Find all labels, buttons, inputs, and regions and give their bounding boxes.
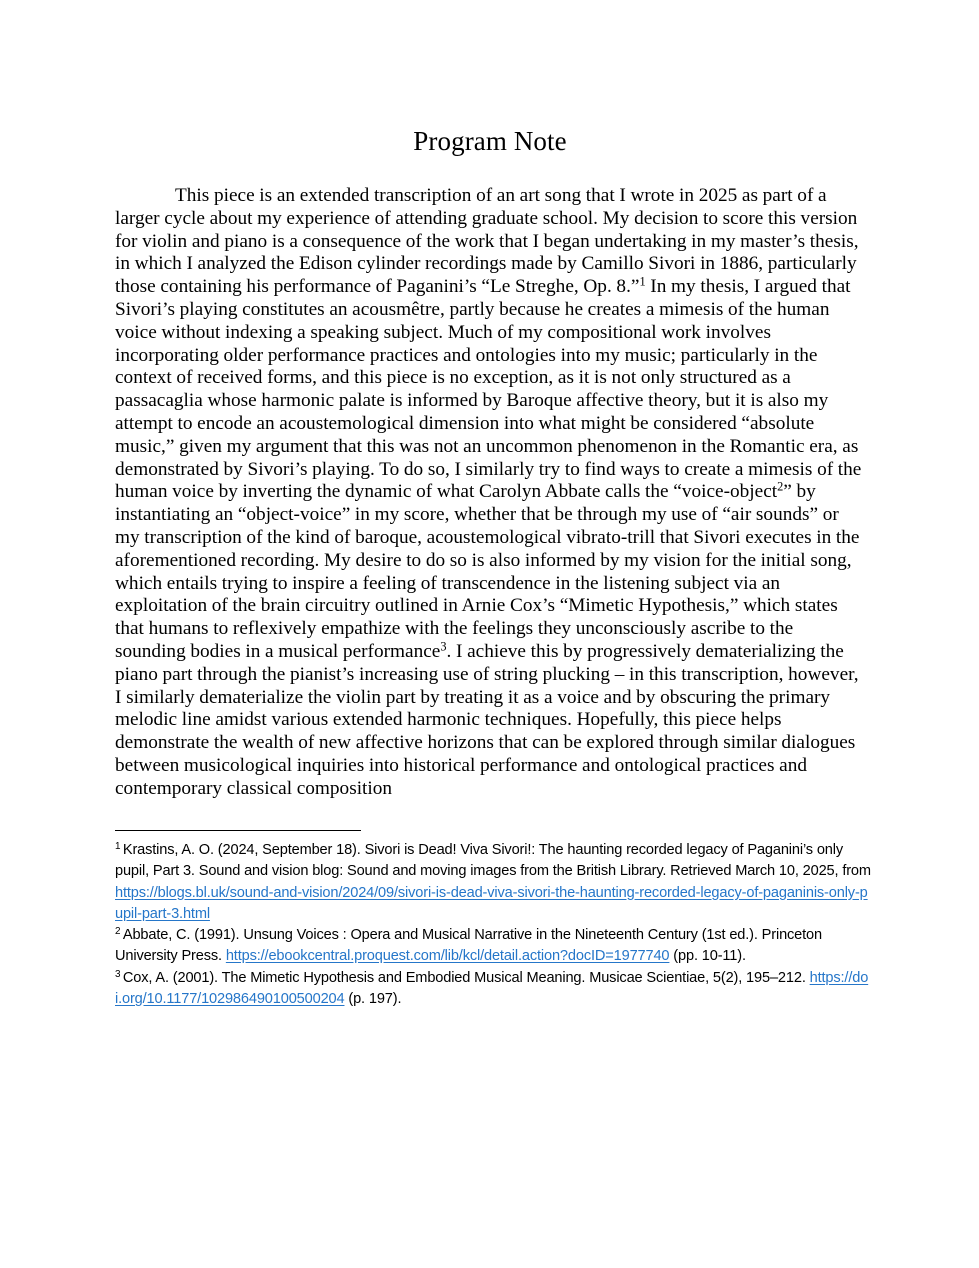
footnote-3-link[interactable]: https://doi.org/10.1177/102986490100500204 xyxy=(115,969,869,1008)
footnote-2-link[interactable]: https://ebookcentral.proquest.com/lib/kcl/detail.action?docID=1977740 xyxy=(225,948,670,965)
footnote-marker: 3 xyxy=(115,968,121,980)
footnote-marker: 2 xyxy=(115,926,121,938)
footnote-marker: 1 xyxy=(115,840,121,852)
footnote-1-link[interactable]: https://blogs.bl.uk/sound-and-vision/2024/09/sivori-is-dead-viva-sivori-the-haunting-recorded-legacy-of-paganinis-only-pupil-part-3.html xyxy=(115,884,868,922)
body-text-region xyxy=(115,185,867,801)
footnote-reference-2[interactable]: 2 xyxy=(777,479,784,494)
footnote-item: $^1$ Krastins, A. O. (2024, September 18). Sivori is Dead! Viva Sivori!: The haunting recorded legacy of Paganini’s only pupil, Part 3. Sound and vision blog: Sound and moving images from the British Library. Retrieved March 10, 2025, from https://blogs.bl.uk/sound-and-vision/2024/09/sivori-is-dead-viva-sivori-the-haunting-recorded-legacy-of-paganinis-only-pupil-part-3.html xyxy=(115,840,871,922)
footnote-reference-1[interactable]: 1 xyxy=(639,274,646,289)
footnote-reference-3[interactable]: 3 xyxy=(440,639,447,654)
program-note-paragraph: This piece is an extended transcription of an art song that I wrote in 2025 as part of a larger cycle about my experience of attending graduate school. My decision to score this version for violin and piano is a consequence of the work that I began undertaking in my master’s thesis, in which I analyzed the Edison cylinder recordings made by Camillo Sivori in 1886, particularly those containing his performance of Paganini’s “Le Streghe, Op. 8.”$^1$ In my thesis, I argued that Sivori’s playing constitutes an acousmêtre, partly because he creates a mimesis of the human voice without indexing a speaking subject. Much of my compositional work involves incorporating older performance practices and ontologies into my music; particularly in the context of received forms, and this piece is no exception, as it is not only structured as a passacaglia whose harmonic palate is informed by Baroque affective theory, but it is also my attempt to encode an acoustemological dimension into what might be considered “absolute music,” given my argument that this was not an uncommon phenomenon in the Romantic era, as demonstrated by Sivori’s playing. To do so, I similarly try to find ways to create a mimesis of the human voice by inverting the dynamic of what Carolyn Abbate calls the “voice-object$^2$” by instantiating an “object-voice” in my score, whether that be through my use of “air sounds” or my transcription of the kind of baroque, acoustemological vibrato-trill that Sivori executes in the aforementioned recording. My desire to do so is also informed by my vision for the initial song, which entails trying to inspire a feeling of transcendence in the listening subject via an exploitation of the brain circuitry outlined in Arnie Cox’s “Mimetic Hypothesis,” which states that humans to reflexively empathize with the feelings they unconsciously ascribe to the sounding bodies in a musical performance$^3$. I achieve this by progressively dematerializing the piano part through the pianist’s increasing use of string plucking – in this transcription, however, I similarly dematerialize the violin part by treating it as a voice and by obscuring the primary melodic line amidst various extended harmonic techniques. Hopefully, this piece helps demonstrate the wealth of new affective horizons that can be explored through similar dialogues between musicological inquiries into historical performance and ontological practices and contemporary classical composition xyxy=(115,185,862,799)
footnotes-region xyxy=(115,840,875,1010)
footnote-separator-rule xyxy=(115,830,361,831)
footnote-item: $^3$ Cox, A. (2001). The Mimetic Hypothesis and Embodied Musical Meaning. Musicae Scientiae, 5(2), 195–212. https://doi.org/10.1177/102986490100500204 (p. 197). xyxy=(115,968,869,1008)
page-title: Program Note xyxy=(413,126,567,157)
footnote-item: $^2$ Abbate, C. (1991). Unsung Voices : Opera and Musical Narrative in the Nineteenth Century (1st ed.). Princeton University Press. https://ebookcentral.proquest.com/lib/kcl/detail.action?docID=1977740 (pp. 10-11). xyxy=(115,926,822,965)
